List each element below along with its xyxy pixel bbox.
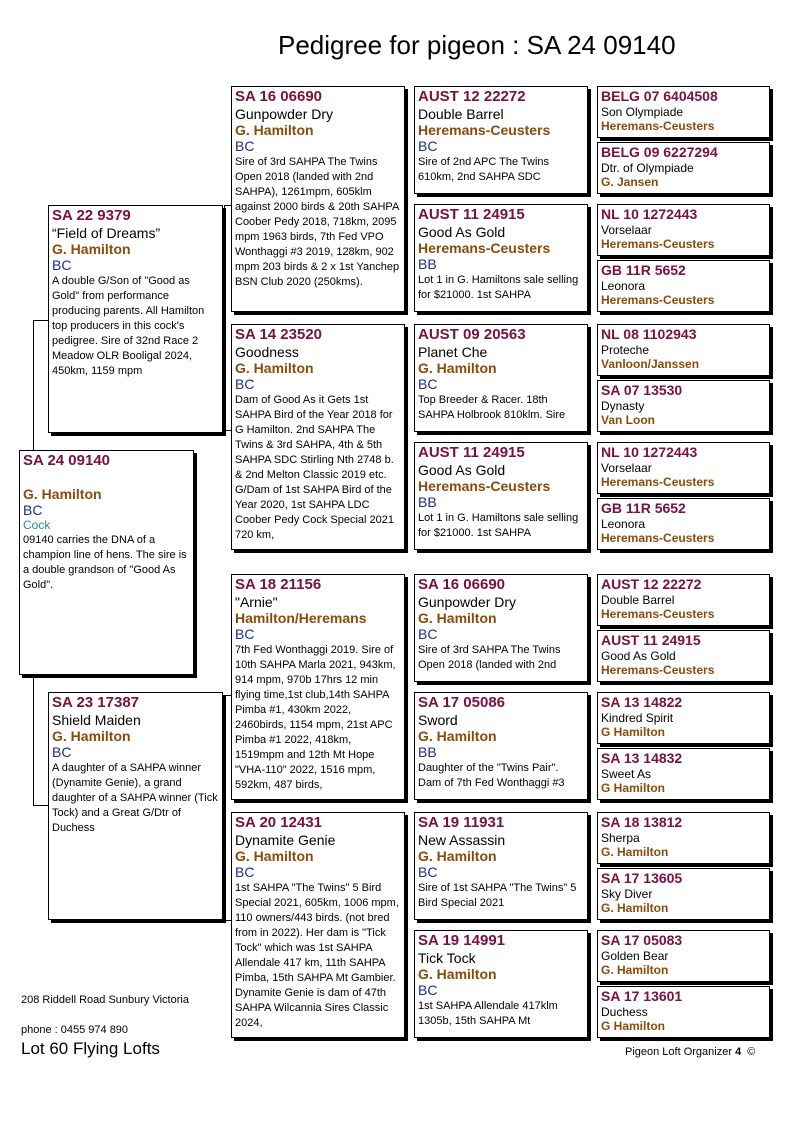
notes: Sire of 1st SAHPA "The Twins" 5 Bird Special 2021 <box>418 882 577 909</box>
connector-line <box>224 205 231 206</box>
breeder: G. Hamilton <box>418 728 497 744</box>
ring-number: SA 23 17387 <box>52 694 140 711</box>
pigeon-name: “Field of Dreams” <box>52 225 161 241</box>
breeder: G. Hamilton <box>418 848 497 864</box>
pigeon-name: Shield Maiden <box>52 712 141 728</box>
breeder: Heremans-Ceusters <box>418 478 551 494</box>
color-code: BC <box>52 257 72 273</box>
notes: Lot 1 in G. Hamiltons sale selling for $21000. 1st SAHPA <box>418 274 579 301</box>
color-code: BC <box>52 744 72 760</box>
ancestor-card[interactable] <box>597 260 770 312</box>
ring-number: AUST 12 22272 <box>601 576 702 592</box>
ancestor-card[interactable] <box>597 324 770 376</box>
great-grandparent-card[interactable] <box>414 692 588 800</box>
great-grandparent-card[interactable] <box>414 86 588 194</box>
pigeon-name: Dynamite Genie <box>235 832 336 848</box>
page-title: Pedigree for pigeon : SA 24 09140 <box>278 30 676 60</box>
breeder: G. Jansen <box>601 175 659 189</box>
breeder: G Hamilton <box>601 1019 666 1033</box>
pigeon-name: "Arnie" <box>235 594 278 610</box>
grandparent-card[interactable] <box>231 574 405 800</box>
ancestor-card[interactable] <box>597 86 770 138</box>
ring-number: SA 13 14832 <box>601 750 683 766</box>
breeder: Heremans-Ceusters <box>601 475 715 489</box>
connector-line <box>590 353 591 408</box>
notes: 1st SAHPA Allendale 417klm 1305b, 15th SAHPA Mt <box>418 1000 558 1027</box>
pigeon-name <box>23 470 190 486</box>
ancestor-card[interactable] <box>597 868 770 920</box>
connector-line <box>33 805 48 806</box>
pigeon-name: Good As Gold <box>418 224 506 240</box>
notes: Sire of 2nd APC The Twins 610km, 2nd SAHPA SDC <box>418 156 550 183</box>
breeder: Heremans-Ceusters <box>601 119 715 133</box>
color-code: BC <box>235 376 255 392</box>
breeder: G. Hamilton <box>601 963 669 977</box>
breeder: G. Hamilton <box>235 360 314 376</box>
notes: A double G/Son of "Good as Gold" from performance producing parents. All Hamilton top producers in this cock's pedigree. Sire of 32nd Race 2 Meadow OLR Booligal 2024, 450km, 1159 mpm <box>52 275 205 377</box>
pigeon-name: Kindred Spirit <box>601 711 674 725</box>
color-code: BB <box>418 494 437 510</box>
ancestor-card[interactable] <box>597 692 770 744</box>
connector-line <box>224 430 231 431</box>
color-code: BB <box>418 256 437 272</box>
breeder: Vanloon/Janssen <box>601 357 700 371</box>
notes: Dam of Good As it Gets 1st SAHPA Bird of the Year 2018 for G Hamilton. 2nd SAHPA The Twins & 3rd SAHPA, 4th & 5th SAHPA SDC Stirling Nth 2748 b. & 2nd Melton Classic 2019 etc. G/Dam of 1st SAHPA Bird of the Year 2020, 1st SAHPA LDC Coober Pedy Cock Special 2021 720 km, <box>235 394 394 541</box>
breeder: G. Hamilton <box>601 901 669 915</box>
breeder: G. Hamilton <box>418 610 497 626</box>
pigeon-name: Sky Diver <box>601 887 653 901</box>
grandparent-card[interactable] <box>231 86 405 312</box>
notes: Daughter of the "Twins Pair". Dam of 7th Fed Wonthaggi #3 <box>418 762 565 789</box>
grandparent-card[interactable] <box>231 324 405 550</box>
subject-pigeon-card[interactable] <box>19 450 194 675</box>
ring-number: AUST 11 24915 <box>601 632 701 648</box>
ring-number: AUST 11 24915 <box>418 444 525 461</box>
ancestor-card[interactable] <box>597 748 770 800</box>
ring-number: SA 14 23520 <box>235 326 323 343</box>
sire-card[interactable] <box>48 205 223 433</box>
color-code: BC <box>235 138 255 154</box>
ring-number: SA 13 14822 <box>601 694 683 710</box>
pigeon-name: Leonora <box>601 517 646 531</box>
ring-number: SA 22 9379 <box>52 207 131 224</box>
pigeon-name: Gunpowder Dry <box>418 594 517 610</box>
grandparent-card[interactable] <box>231 812 405 1038</box>
breeder: G. Hamilton <box>235 848 314 864</box>
ring-number: SA 18 21156 <box>235 576 322 593</box>
connector-line <box>590 603 591 658</box>
ring-number: SA 17 13605 <box>601 870 683 886</box>
pigeon-name: Dtr. of Olympiade <box>601 161 694 175</box>
connector-line <box>407 871 408 981</box>
software-name: Pigeon Loft Organizer <box>625 1046 733 1058</box>
ancestor-card[interactable] <box>597 142 770 194</box>
software-credit <box>625 1046 755 1058</box>
pigeon-name: Duchess <box>601 1005 648 1019</box>
color-code: BC <box>418 626 438 642</box>
breeder: Heremans-Ceusters <box>601 237 715 251</box>
ring-number: GB 11R 5652 <box>601 500 686 516</box>
pigeon-name: Sherpa <box>601 831 640 845</box>
pigeon-name: Golden Bear <box>601 949 669 963</box>
ring-number: BELG 07 6404508 <box>601 88 718 104</box>
breeder: Heremans-Ceusters <box>601 607 715 621</box>
great-grandparent-card[interactable] <box>414 442 588 550</box>
connector-line <box>590 721 591 776</box>
ring-number: AUST 09 20563 <box>418 326 526 343</box>
pigeon-name: New Assassin <box>418 832 506 848</box>
connector-line <box>224 205 225 430</box>
loft-name: Lot 60 Flying Lofts <box>21 1039 160 1058</box>
ancestor-card[interactable] <box>597 498 770 550</box>
pigeon-name: Gunpowder Dry <box>235 106 334 122</box>
ring-number: SA 17 05086 <box>418 694 506 711</box>
ring-number: NL 10 1272443 <box>601 444 698 460</box>
breeder: G. Hamilton <box>418 966 497 982</box>
breeder: Heremans-Ceusters <box>418 122 551 138</box>
color-code: BC <box>418 982 438 998</box>
color-code: BC <box>235 626 255 642</box>
breeder: Heremans-Ceusters <box>418 240 551 256</box>
connector-line <box>590 841 591 896</box>
loft-address: 208 Riddell Road Sunbury Victoria <box>21 994 189 1006</box>
copyright-symbol: © <box>747 1046 756 1058</box>
ancestor-card[interactable] <box>597 574 770 626</box>
notes: Lot 1 in G. Hamiltons sale selling for $21000. 1st SAHPA <box>418 512 579 539</box>
ring-number: SA 07 13530 <box>601 382 683 398</box>
notes: Top Breeder & Racer. 18th SAHPA Holbrook 810klm. Sire <box>418 394 566 421</box>
breeder: G. Hamilton <box>601 845 669 859</box>
dam-card[interactable] <box>48 692 223 920</box>
pigeon-name: Good As Gold <box>601 649 676 663</box>
breeder: G. Hamilton <box>23 486 102 502</box>
pigeon-name: Double Barrel <box>418 106 504 122</box>
pigeon-name: Good As Gold <box>418 462 506 478</box>
connector-line <box>407 145 408 255</box>
great-grandparent-card[interactable] <box>414 204 588 312</box>
ring-number: NL 10 1272443 <box>601 206 698 222</box>
great-grandparent-card[interactable] <box>414 574 588 682</box>
breeder: Hamilton/Heremans <box>235 610 367 626</box>
connector-line <box>590 471 591 526</box>
ancestor-card[interactable] <box>597 930 770 982</box>
breeder: G. Hamilton <box>52 241 131 257</box>
connector-line <box>590 233 591 288</box>
color-code: BC <box>418 376 438 392</box>
ancestor-card[interactable] <box>597 986 770 1038</box>
ring-number: SA 19 11931 <box>418 814 505 831</box>
ring-number: AUST 11 24915 <box>418 206 525 223</box>
pigeon-name: Vorselaar <box>601 461 652 475</box>
ring-number: SA 19 14991 <box>418 932 506 949</box>
pigeon-name: Tick Tock <box>418 950 476 966</box>
ring-number: SA 16 06690 <box>418 576 506 593</box>
ancestor-card[interactable] <box>597 812 770 864</box>
ring-number: SA 17 13601 <box>601 988 683 1004</box>
ancestor-card[interactable] <box>597 380 770 432</box>
ring-number: BELG 09 6227294 <box>601 144 718 160</box>
pigeon-name: Sweet As <box>601 767 652 781</box>
great-grandparent-card[interactable] <box>414 324 588 432</box>
breeder: G Hamilton <box>601 781 666 795</box>
ring-number: NL 08 1102943 <box>601 326 697 342</box>
breeder: Heremans-Ceusters <box>601 293 715 307</box>
notes: 1st SAHPA "The Twins" 5 Bird Special 2021, 605km, 1006 mpm, 110 owners/443 birds. (not bred from in 2022). Her dam is "Tick Tock" which was 1st SAHPA Allendale 417 km, 11th SAHPA Pimba, 15th SAHPA Mt Gambier. Dynamite Genie is dam of 47th SAHPA Wilcannia Sires Classic 2024, <box>235 882 399 1029</box>
notes: Sire of 3rd SAHPA The Twins Open 2018 (landed with 2nd SAHPA), 1261mpm, 605klm against 2000 birds & 20th SAHPA Coober Pedy 2018, 718km, 2095 mpm 1963 birds, 7th Fed VPO Wonthaggi #3 2019, 128km, 902 mpm 203 birds & 2 x 1st Yanchep BSN Club 2020 (250kms). <box>235 156 400 288</box>
ring-number: SA 17 05083 <box>601 932 683 948</box>
connector-line <box>590 959 591 1014</box>
breeder: G. Hamilton <box>418 360 497 376</box>
connector-line <box>224 920 231 921</box>
software-version: 4 <box>735 1046 742 1058</box>
connector-line <box>224 695 225 920</box>
color-code: BB <box>418 744 437 760</box>
ancestor-card[interactable] <box>597 204 770 256</box>
color-code: BC <box>418 864 438 880</box>
notes: 7th Fed Wonthaggi 2019. Sire of 10th SAHPA Marla 2021, 943km, 914 mpm, 970b 17hrs 12 min flying time,1st club,14th SAHPA Pimba #1, 430km 2022, 2460birds, 1154 mpm, 21st APC Pimba #1 2022, 418km, 1519mpm and 12th Mt Hope "VHA-110" 2022, 1516 mpm, 592km, 487 birds, <box>235 644 396 791</box>
great-grandparent-card[interactable] <box>414 812 588 920</box>
pigeon-name: Goodness <box>235 344 299 360</box>
breeder: G Hamilton <box>601 725 666 739</box>
pigeon-name: Planet Che <box>418 344 488 360</box>
pigeon-name: Leonora <box>601 279 646 293</box>
connector-line <box>33 320 34 450</box>
sex: Cock <box>23 518 51 532</box>
color-code: BC <box>235 864 255 880</box>
color-code: BC <box>418 138 438 154</box>
connector-line <box>407 383 408 493</box>
ring-number: AUST 12 22272 <box>418 88 526 105</box>
breeder: Heremans-Ceusters <box>601 531 715 545</box>
pigeon-name: Proteche <box>601 343 650 357</box>
pigeon-name: Dynasty <box>601 399 645 413</box>
breeder: Heremans-Ceusters <box>601 663 715 677</box>
pigeon-name: Vorselaar <box>601 223 652 237</box>
pigeon-name: Son Olympiade <box>601 105 684 119</box>
connector-line <box>224 695 231 696</box>
ring-number: GB 11R 5652 <box>601 262 686 278</box>
notes: Sire of 3rd SAHPA The Twins Open 2018 (landed with 2nd <box>418 644 561 671</box>
pigeon-name: Double Barrel <box>601 593 675 607</box>
ancestor-card[interactable] <box>597 442 770 494</box>
notes: 09140 carries the DNA of a champion line of hens. The sire is a double grandson of "Good As Gold". <box>23 534 187 591</box>
loft-phone: phone : 0455 974 890 <box>21 1024 129 1036</box>
great-grandparent-card[interactable] <box>414 930 588 1038</box>
ring-number: SA 24 09140 <box>23 452 111 469</box>
connector-line <box>33 320 48 321</box>
notes: A daughter of a SAHPA winner (Dynamite Genie), a grand daughter of a SAHPA winner (Tick Tock) and a Great G/Dtr of Duchess <box>52 762 218 834</box>
ring-number: SA 16 06690 <box>235 88 323 105</box>
connector-line <box>407 633 408 743</box>
connector-line <box>590 115 591 170</box>
ring-number: SA 20 12431 <box>235 814 323 831</box>
connector-line <box>33 675 34 805</box>
breeder: G. Hamilton <box>235 122 314 138</box>
pigeon-name: Sword <box>418 712 458 728</box>
breeder: Van Loon <box>601 413 655 427</box>
ring-number: SA 18 13812 <box>601 814 683 830</box>
breeder: G. Hamilton <box>52 728 131 744</box>
color-code: BC <box>23 502 43 518</box>
ancestor-card[interactable] <box>597 630 770 682</box>
